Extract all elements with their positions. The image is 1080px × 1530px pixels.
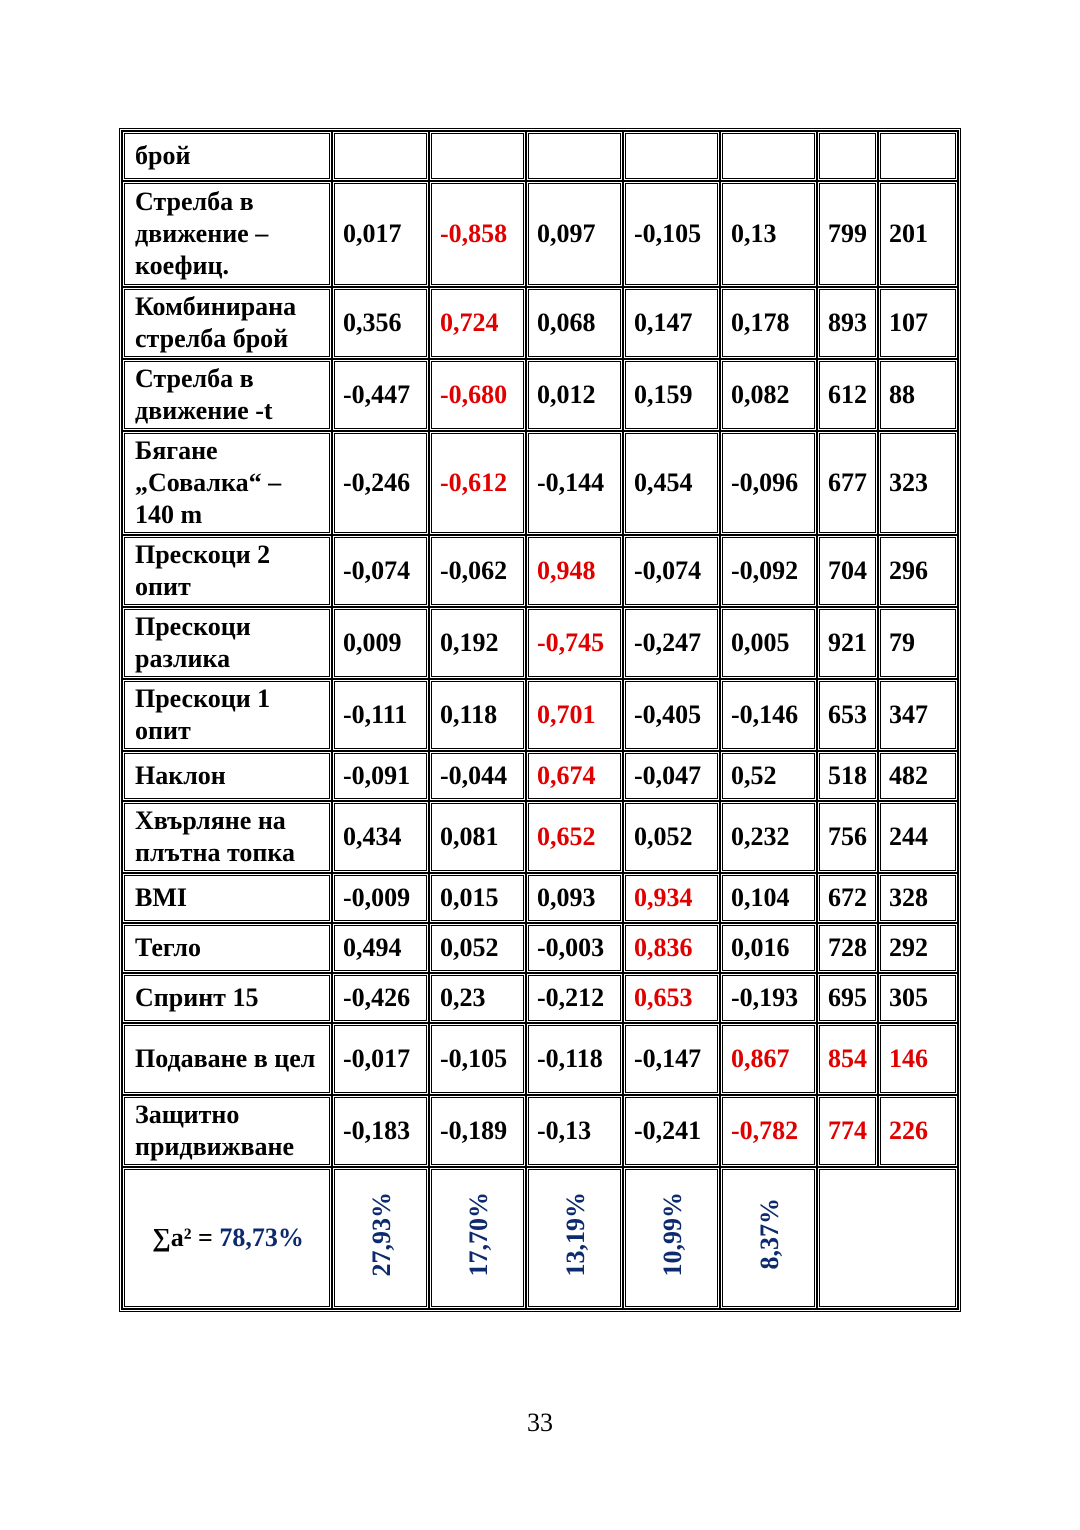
table-cell: 774 (817, 1095, 878, 1167)
table-row (122, 1023, 958, 1095)
table-cell: 292 (878, 923, 958, 973)
table-cell: -0,405 (623, 679, 720, 751)
row-label: Комбинирана стрелба брой (122, 287, 332, 359)
row-label: Хвърляне на плътна топка (122, 801, 332, 873)
table-cell: 677 (817, 431, 878, 535)
table-cell: 0,934 (623, 873, 720, 923)
table-cell: 0,015 (429, 873, 526, 923)
table-cell: -0,241 (623, 1095, 720, 1167)
table-cell: 0,652 (526, 801, 623, 873)
table-cell: -0,447 (332, 359, 429, 431)
total-variance-value: 78,73% (219, 1223, 304, 1252)
table-cell: -0,146 (720, 679, 817, 751)
table-row (122, 679, 958, 751)
table-cell: 0,093 (526, 873, 623, 923)
table-cell: 0,012 (526, 359, 623, 431)
table-cell (623, 131, 720, 181)
table-cell: 653 (817, 679, 878, 751)
table-cell: 0,836 (623, 923, 720, 973)
empty-cell (817, 1167, 958, 1309)
summary-row (122, 1167, 958, 1309)
row-label: Наклон (122, 751, 332, 801)
table-cell: -0,858 (429, 181, 526, 287)
table-cell: 0,016 (720, 923, 817, 973)
factor-variance-value: 13,19% (560, 1191, 590, 1277)
table-cell: -0,183 (332, 1095, 429, 1167)
factor-variance-value: 17,70% (463, 1191, 493, 1277)
table-cell: -0,009 (332, 873, 429, 923)
table-row (122, 973, 958, 1023)
table-cell: 201 (878, 181, 958, 287)
table-cell: 0,23 (429, 973, 526, 1023)
table-row (122, 431, 958, 535)
row-label: Стрелба в движение – коефиц. (122, 181, 332, 287)
table-cell: 0,009 (332, 607, 429, 679)
table-cell: 226 (878, 1095, 958, 1167)
table-cell: 799 (817, 181, 878, 287)
table-cell: 854 (817, 1023, 878, 1095)
table-cell: 893 (817, 287, 878, 359)
factor-variance-cell (720, 1167, 817, 1309)
table-cell (878, 131, 958, 181)
table-cell: 672 (817, 873, 878, 923)
table-cell: 0,701 (526, 679, 623, 751)
table-cell: 347 (878, 679, 958, 751)
table-cell: 0,454 (623, 431, 720, 535)
row-label: Прескоци разлика (122, 607, 332, 679)
table-row (122, 607, 958, 679)
table-cell: 0,434 (332, 801, 429, 873)
table-cell: -0,105 (429, 1023, 526, 1095)
table-cell: 0,118 (429, 679, 526, 751)
table-cell: -0,246 (332, 431, 429, 535)
table-cell: 0,147 (623, 287, 720, 359)
table-cell: 0,13 (720, 181, 817, 287)
table-cell: 0,052 (623, 801, 720, 873)
table-cell: 0,052 (429, 923, 526, 973)
page-number: 33 (527, 1408, 553, 1437)
table-cell: 482 (878, 751, 958, 801)
table-row (122, 287, 958, 359)
factor-variance-cell (526, 1167, 623, 1309)
table-row (122, 359, 958, 431)
table-cell: 0,724 (429, 287, 526, 359)
table-cell: 0,068 (526, 287, 623, 359)
table-cell: 0,097 (526, 181, 623, 287)
table-row (122, 923, 958, 973)
table-cell: -0,096 (720, 431, 817, 535)
table-cell: -0,062 (429, 535, 526, 607)
table-cell: 0,867 (720, 1023, 817, 1095)
table-cell: 695 (817, 973, 878, 1023)
table-cell: -0,247 (623, 607, 720, 679)
row-label: Прескоци 2 опит (122, 535, 332, 607)
factor-variance-cell (332, 1167, 429, 1309)
factor-variance-value: 27,93% (366, 1191, 396, 1277)
table-cell: -0,680 (429, 359, 526, 431)
table-row (122, 535, 958, 607)
table-cell (429, 131, 526, 181)
table-cell (526, 131, 623, 181)
table-cell: -0,047 (623, 751, 720, 801)
table-cell: 0,082 (720, 359, 817, 431)
table-cell: 0,232 (720, 801, 817, 873)
table-cell: 79 (878, 607, 958, 679)
table-cell: 0,159 (623, 359, 720, 431)
table-cell: -0,092 (720, 535, 817, 607)
table-cell: 0,653 (623, 973, 720, 1023)
table-cell: -0,147 (623, 1023, 720, 1095)
table-cell: -0,144 (526, 431, 623, 535)
table-cell: 0,356 (332, 287, 429, 359)
table-cell: -0,017 (332, 1023, 429, 1095)
table-cell: 921 (817, 607, 878, 679)
factor-variance-cell (623, 1167, 720, 1309)
table-row (122, 131, 958, 181)
table-row (122, 181, 958, 287)
row-label: BMI (122, 873, 332, 923)
table-row (122, 801, 958, 873)
table-cell: -0,091 (332, 751, 429, 801)
table-cell: 0,005 (720, 607, 817, 679)
row-label: Подаване в цел (122, 1023, 332, 1095)
table-cell: 756 (817, 801, 878, 873)
table-cell: 612 (817, 359, 878, 431)
table-body (122, 131, 958, 1309)
table-cell: -0,074 (332, 535, 429, 607)
table-cell: -0,074 (623, 535, 720, 607)
row-label: брой (122, 131, 332, 181)
table-cell: -0,044 (429, 751, 526, 801)
table-cell: -0,212 (526, 973, 623, 1023)
table-cell: 0,52 (720, 751, 817, 801)
row-label: Стрелба в движение -t (122, 359, 332, 431)
table-cell: -0,426 (332, 973, 429, 1023)
row-label: Спринт 15 (122, 973, 332, 1023)
table-row (122, 1095, 958, 1167)
row-label: Бягане „Совалка“ – 140 m (122, 431, 332, 535)
table-row (122, 873, 958, 923)
factor-loadings-table (121, 130, 959, 1310)
table-cell: 244 (878, 801, 958, 873)
table-row (122, 751, 958, 801)
table-cell: 296 (878, 535, 958, 607)
factor-variance-value: 10,99% (657, 1191, 687, 1277)
table-cell: -0,13 (526, 1095, 623, 1167)
table-cell: 0,017 (332, 181, 429, 287)
table-cell: -0,189 (429, 1095, 526, 1167)
table-cell: 0,948 (526, 535, 623, 607)
factor-variance-cell (429, 1167, 526, 1309)
table-cell: -0,111 (332, 679, 429, 751)
table-cell: 704 (817, 535, 878, 607)
table-cell (720, 131, 817, 181)
table-cell: -0,193 (720, 973, 817, 1023)
table-cell: 323 (878, 431, 958, 535)
table-cell: 328 (878, 873, 958, 923)
table-cell: 0,192 (429, 607, 526, 679)
table-cell: 728 (817, 923, 878, 973)
table-cell: -0,745 (526, 607, 623, 679)
row-label: Прескоци 1 опит (122, 679, 332, 751)
total-variance-prefix: ∑a² = (152, 1223, 220, 1252)
table-cell: 518 (817, 751, 878, 801)
table-cell (332, 131, 429, 181)
table-cell: 146 (878, 1023, 958, 1095)
total-variance-label (122, 1167, 332, 1309)
table-cell: 305 (878, 973, 958, 1023)
table-cell: -0,003 (526, 923, 623, 973)
table-cell (817, 131, 878, 181)
table-cell: 0,104 (720, 873, 817, 923)
table-cell: 0,494 (332, 923, 429, 973)
table-cell: 0,674 (526, 751, 623, 801)
table-cell: -0,612 (429, 431, 526, 535)
row-label: Защитно придвижване (122, 1095, 332, 1167)
table-cell: -0,118 (526, 1023, 623, 1095)
table-cell: -0,782 (720, 1095, 817, 1167)
table-cell: 0,081 (429, 801, 526, 873)
table-cell: 107 (878, 287, 958, 359)
row-label: Тегло (122, 923, 332, 973)
table-cell: -0,105 (623, 181, 720, 287)
table-cell: 88 (878, 359, 958, 431)
table-cell: 0,178 (720, 287, 817, 359)
factor-variance-value: 8,37% (754, 1198, 784, 1270)
